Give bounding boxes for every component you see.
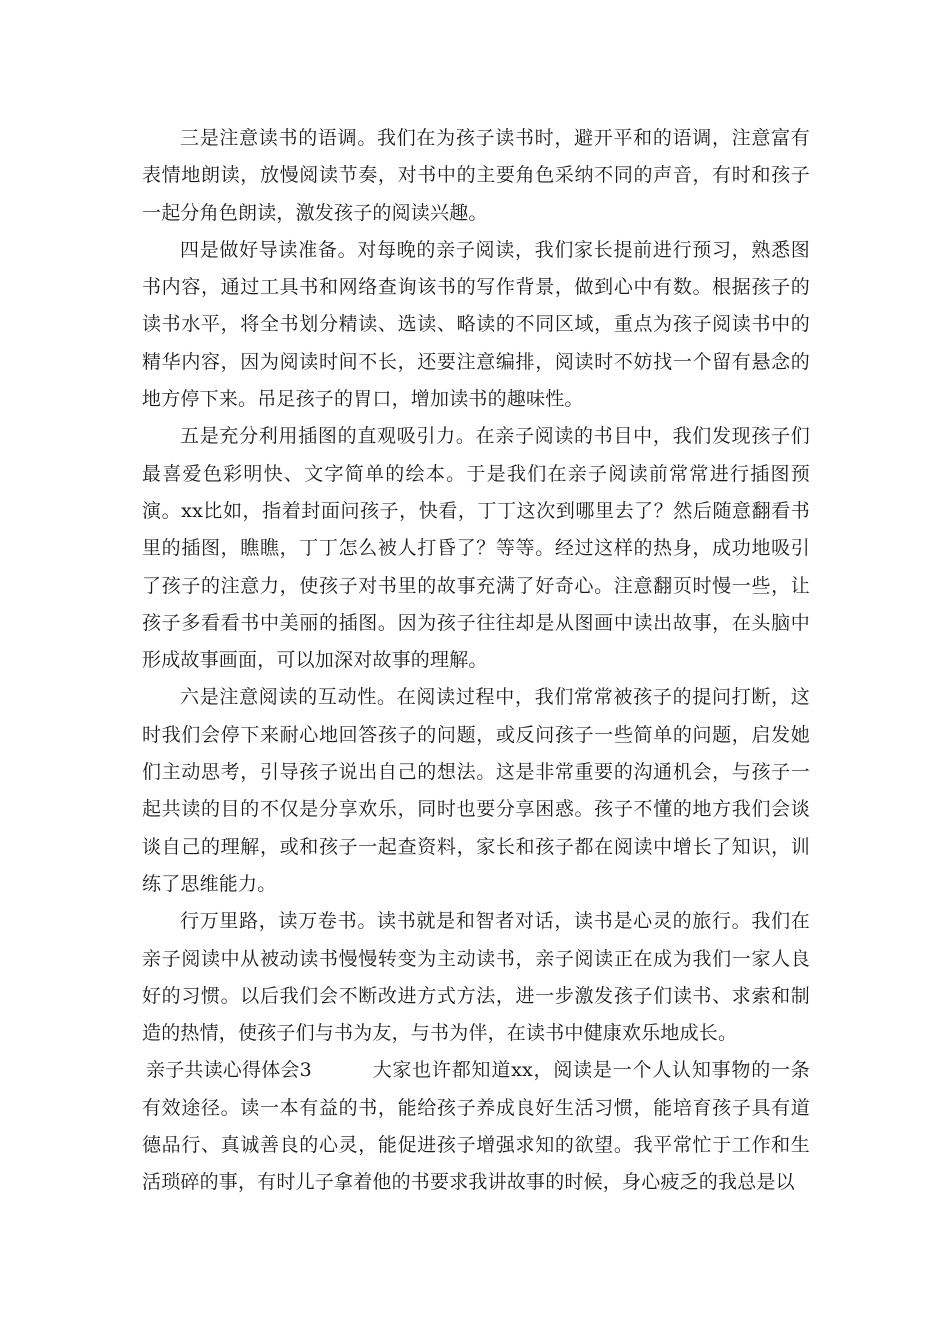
section-3	[142, 1052, 810, 1201]
section-title: 亲子共读心得体会3	[146, 1059, 312, 1082]
paragraph-conclusion: 行万里路，读万卷书。读书就是和智者对话，读书是心灵的旅行。我们在亲子阅读中从被动读书慢慢转变为主动读书，亲子阅读正在成为我们一家人良好的习惯。以后我们会不断改进方式方法，进一步激发孩子们读书、求索和制造的热情，使孩子们与书为友，与书为伴，在读书中健康欢乐地成长。	[142, 910, 810, 1045]
section-text: 大家也许都知道xx，阅读是一个人认知事物的一条有效途径。读一本有益的书，能给孩子养成良好生活习惯，能培育孩子具有道德品行、真诚善良的心灵，能促进孩子增强求知的欲望。我平常忙于工作和生活琐碎的事，有时儿子拿着他的书要求我讲故事的时候，身心疲乏的我总是以	[142, 1059, 810, 1194]
paragraph-interaction: 六是注意阅读的互动性。在阅读过程中，我们常常被孩子的提问打断，这时我们会停下来耐心地回答孩子的问题，或反问孩子一些简单的问题，启发她们主动思考，引导孩子说出自己的想法。这是非常重要的沟通机会，与孩子一起共读的目的不仅是分享欢乐，同时也要分享困惑。孩子不懂的地方我们会谈谈自己的理解，或和孩子一起查资料，家长和孩子都在阅读中增长了知识，训练了思维能力。	[142, 686, 810, 895]
document-body	[142, 120, 810, 1202]
paragraph-preparation: 四是做好导读准备。对每晚的亲子阅读，我们家长提前进行预习，熟悉图书内容，通过工具书和网络查询该书的写作背景，做到心中有数。根据孩子的读书水平，将全书划分精读、选读、略读的不同区域，重点为孩子阅读书中的精华内容，因为阅读时间不长，还要注意编排，阅读时不妨找一个留有悬念的地方停下来。吊足孩子的胃口，增加读书的趣味性。	[142, 238, 810, 411]
paragraph-tone: 三是注意读书的语调。我们在为孩子读书时，避开平和的语调，注意富有表情地朗读，放慢阅读节奏，对书中的主要角色采纳不同的声音，有时和孩子一起分角色朗读，激发孩子的阅读兴趣。	[142, 127, 810, 224]
paragraph-illustrations: 五是充分利用插图的直观吸引力。在亲子阅读的书目中，我们发现孩子们最喜爱色彩明快、文字简单的绘本。于是我们在亲子阅读前常常进行插图预演。xx比如，指着封面问孩子，快看，丁丁这次到哪里去了？然后随意翻看书里的插图，瞧瞧，丁丁怎么被人打昏了？等等。经过这样的热身，成功地吸引了孩子的注意力，使孩子对书里的故事充满了好奇心。注意翻页时慢一些，让孩子多看看书中美丽的插图。因为孩子往往却是从图画中读出故事，在头脑中形成故事画面，可以加深对故事的理解。	[142, 425, 810, 672]
